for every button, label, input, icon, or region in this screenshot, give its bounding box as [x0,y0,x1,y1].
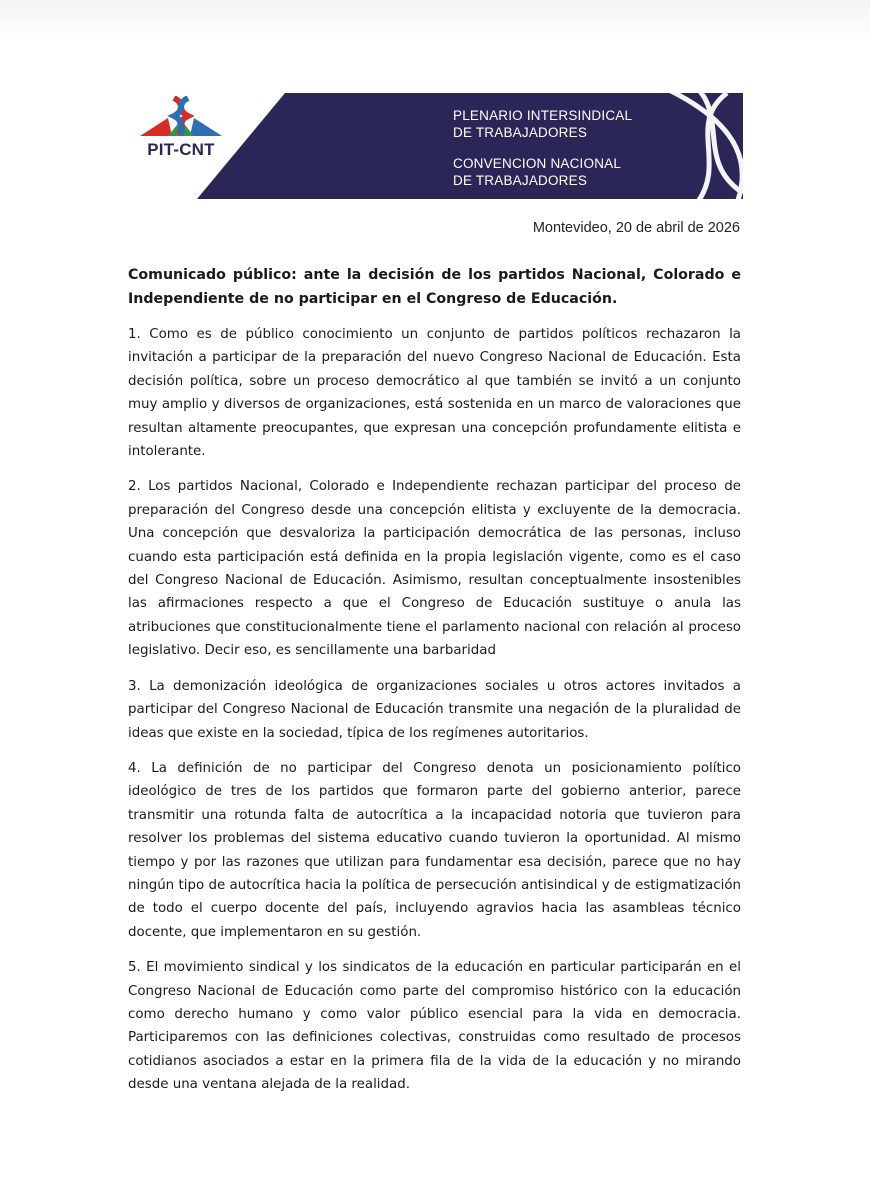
banner-line-4: DE TRABAJADORES [453,173,588,188]
banner-line-3: CONVENCION NACIONAL [453,156,622,171]
header-banner [197,93,743,199]
banner-line-1: PLENARIO INTERSINDICAL [453,108,633,123]
paragraph-4: 4. La definición de no participar del Congreso denota un posicionamiento político ideológico de tres de los partidos que formaron parte del gobierno anterior, parece transmitir una rotunda falta de autocrítica a la incapacidad notoria que tuvieron para resolver los problemas del sistema educativo cuando tuvieron la oportunidad. Al mismo tiempo y por las razones que utilizan para fundamentar esa decisión, parece que no hay ningún tipo de autocrítica hacia la política de persecución antisindical y de estigmatización de todo el cuerpo docente del país, incluyendo agravios hacia las asambleas técnico docente, que implementaron en su gestión. [128,760,741,940]
paragraph-5: 5. El movimiento sindical y los sindicatos de la educación en particular participarán en el Congreso Nacional de Educación como parte del compromiso histórico con la educación como derecho humano y como valor público esencial para la vida en democracia. Participaremos con las definiciones colectivas, construidas como resultado de procesos cotidianos asociados a estar en la primera fila de la vida de la educación y no mirando desde una ventana alejada de la realidad. [128,960,741,1093]
paragraph-3: 3. La demonización ideológica de organizaciones sociales u otros actores invitados a participar del Congreso Nacional de Educación transmite una negación de la pluralidad de ideas que existe en la sociedad, típica de los regímenes autoritarios. [128,678,741,741]
top-shadow [0,0,870,40]
paragraph-2: 2. Los partidos Nacional, Colorado e Independiente rechazan participar del proceso de preparación del Congreso desde una concepción elitista y excluyente de la democracia. Una concepción que desvaloriza la participación democrática de las personas, incluso cuando esta participación está definida en la propia legislación vigente, como es el caso del Congreso Nacional de Educación. Asimismo, resultan conceptualmente insostenibles las afirmaciones respecto a que el Congreso de Educación sustituye o anula las atribuciones que constitucionalmente tiene el parlamento nacional con relación al proceso legislativo. Decir eso, es sencillamente una barbaridad [128,479,741,659]
paragraph-1: 1. Como es de público conocimiento un conjunto de partidos políticos rechazaron la invitación a participar de la preparación del nuevo Congreso Nacional de Educación. Esta decisión política, sobre un proceso democrático al que también se invitó a un conjunto muy amplio y diversos de organizaciones, está sostenida en un marco de valoraciones que resultan altamente preocupantes, que expresan una concepción profundamente elitista e intolerante. [128,327,741,460]
banner-line-2: DE TRABAJADORES [453,125,588,140]
document-date: Montevideo, 20 de abril de 2026 [532,220,740,236]
document-body [128,263,741,1109]
logo-text: PIT-CNT [147,140,215,159]
document-title: Comunicado público: ante la decisión de los partidos Nacional, Colorado e Independiente de no participar en el Congreso de Educación. [128,267,741,307]
